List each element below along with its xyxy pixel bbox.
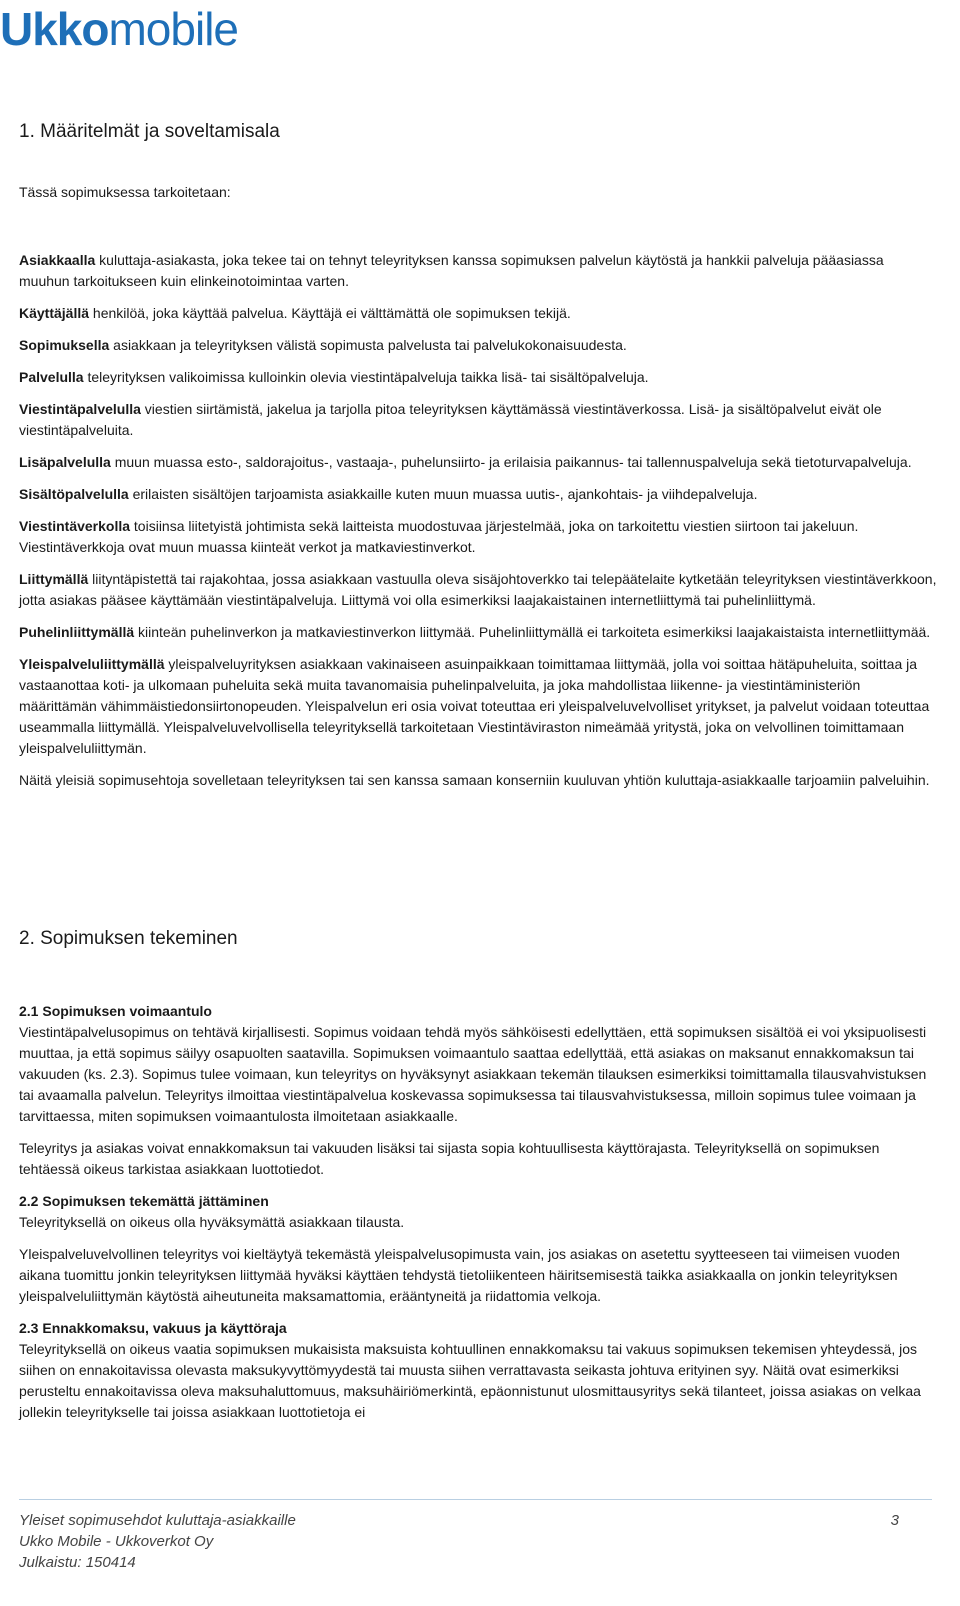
footer-published: Julkaistu: 150414: [19, 1554, 136, 1571]
definition-text: asiakkaan ja teleyrityksen välistä sopimusta palvelusta tai palvelukokonaisuudesta.: [109, 337, 627, 353]
section-2-title: 2. Sopimuksen tekeminen: [19, 928, 238, 949]
definition-term: Käyttäjällä: [19, 305, 90, 321]
company-logo: [0, 2, 238, 55]
definition-text: toisiinsa liitetyistä johtimista sekä laitteista muodostuvaa järjestelmää, joka on tarkoitettu viestien siirtoon tai jakeluun. Viestintäverkkoja ovat muun muassa kiinteät verkot ja matkaviestinverkot.: [19, 518, 859, 555]
subsection-title: 2.1 Sopimuksen voimaantulo: [19, 1003, 212, 1019]
definition-text: henkilöä, joka käyttää palvelua. Käyttäjä ei välttämättä ole sopimuksen tekijä.: [89, 305, 571, 321]
definition-item: [19, 335, 937, 356]
definition-text: erilaisten sisältöjen tarjoamista asiakkaille kuten muun muassa uutis-, ajankohtais- ja viihdepalveluja.: [128, 486, 758, 502]
paragraph-text: Viestintäpalvelusopimus on tehtävä kirjallisesti. Sopimus voidaan tehdä myös sähköisesti edellyttäen, että sopimuksen sisältöä ei voi yksipuolisesti muuttaa, ja että sopimus säilyy osapuolten saatavilla. Sopimuksen voimaantulo saattaa edellyttää, että asiakas on maksanut ennakkomaksun tai vakuuden (ks. 2.3). Sopimus tulee voimaan, kun teleyritys on hyväksynyt asiakkaan tekemän tilauksen esimerkiksi toimittamalla tilausvahvistuksen tai avaamalla palvelun. Teleyritys ilmoittaa viestintäpalvelua koskevassa sopimuksessa tai tilausvahvistuksessa, milloin sopimus tulee voimaan ja tarvittaessa, miten sopimuksen voimaantulosta ilmoitetaan asiakkaalle.: [19, 1024, 927, 1124]
section-1-title: 1. Määritelmät ja soveltamisala: [19, 121, 280, 142]
definition-term: Asiakkaalla: [19, 252, 96, 268]
definition-term: Yleispalveluliittymällä: [19, 656, 165, 672]
definition-term: Sisältöpalvelulla: [19, 486, 129, 502]
definition-text: kiinteän puhelinverkon ja matkaviestinverkon liittymää. Puhelinliittymällä ei tarkoiteta esimerkiksi laajakaistaista internetliittymää.: [134, 624, 931, 640]
paragraph-text: Teleyrityksellä on oikeus olla hyväksymättä asiakkaan tilausta.: [19, 1214, 405, 1230]
subsection-title: 2.2 Sopimuksen tekemättä jättäminen: [19, 1193, 269, 1209]
definition-item: [19, 569, 937, 611]
definition-text: viestien siirtämistä, jakelua ja tarjolla pitoa teleyrityksen käyttämässä viestintäverkossa. Lisä- ja sisältöpalvelut eivät ole viestintäpalveluita.: [19, 401, 882, 438]
scope-text: Näitä yleisiä sopimusehtoja sovelletaan teleyrityksen tai sen kanssa samaan konserniin kuuluvan yhtiön kuluttaja-asiakkaalle tarjoamiin palveluihin.: [19, 772, 930, 788]
section-1-intro: Tässä sopimuksessa tarkoitetaan:: [19, 184, 231, 200]
footer-document-title: Yleiset sopimusehdot kuluttaja-asiakkaille: [19, 1512, 296, 1529]
scope-paragraph: [19, 770, 937, 791]
definition-item: [19, 484, 937, 505]
definition-item: [19, 516, 937, 558]
definition-text: teleyrityksen valikoimissa kulloinkin olevia viestintäpalveluja taikka lisä- tai sisältöpalveluja.: [83, 369, 649, 385]
paragraph-text: Yleispalveluvelvollinen teleyritys voi kieltäytyä tekemästä yleispalvelusopimusta vain, jos asiakas on asetettu syytteeseen tai viimeisen vuoden aikana tuomittu jonkin teleyrityksen liittymää hyväksi käyttäen tehdystä tietoliikenteen häiritsemisestä taikka asiakkaalla on jonkin teleyrityksen yleispalveluliittymän käytöstä aiheutuneita maksamattomia, erääntyneitä ja riidattomia velkoja.: [19, 1246, 900, 1304]
definitions-list: [19, 250, 937, 802]
paragraph: [19, 1138, 937, 1180]
subsection-2-3: [19, 1318, 937, 1423]
paragraph: [19, 1244, 937, 1307]
section-2-body: [19, 1001, 937, 1434]
subsection-2-2: [19, 1191, 937, 1233]
definition-term: Viestintäpalvelulla: [19, 401, 141, 417]
definition-term: Viestintäverkolla: [19, 518, 131, 534]
definition-item: [19, 622, 937, 643]
page-number: 3: [890, 1512, 899, 1529]
definition-term: Puhelinliittymällä: [19, 624, 135, 640]
paragraph-text: Teleyritys ja asiakas voivat ennakkomaksun tai vakuuden lisäksi tai sijasta sopia kohtuullisesta käyttörajasta. Teleyrityksellä on sopimuksen tehtäessä oikeus tarkistaa asiakkaan luottotiedot.: [19, 1140, 880, 1177]
definition-item: [19, 250, 937, 292]
definition-term: Liittymällä: [19, 571, 89, 587]
definition-item: [19, 452, 937, 473]
definition-item: [19, 367, 937, 388]
logo-text-light: mobile: [108, 3, 238, 55]
definition-term: Palvelulla: [19, 369, 84, 385]
paragraph-text: Teleyrityksellä on oikeus vaatia sopimuksen mukaisista maksuista kohtuullinen ennakkomaksu tai vakuus sopimuksen tekemisen yhteydessä, jos siihen on ennakoitavissa olevasta maksukyvyttömyydestä tai muusta siihen verrattavasta seikasta johtuva erityinen syy. Näitä ovat esimerkiksi perusteltu ennakoitavissa oleva maksuhaluttomuus, maksuhäiriömerkintä, epäonnistunut ulosmittausyritys sekä tilanteet, joissa asiakas on velkaa jollekin teleyritykselle tai joissa asiakkaan luottotietoja ei: [19, 1341, 921, 1420]
subsection-2-1: [19, 1001, 937, 1127]
definition-text: kuluttaja-asiakasta, joka tekee tai on tehnyt teleyrityksen kanssa sopimuksen palvelun käytöstä ja hankkii palveluja pääasiassa muuhun tarkoitukseen kuin elinkeinotoimintaa varten.: [19, 252, 884, 289]
definition-item: [19, 399, 937, 441]
subsection-title: 2.3 Ennakkomaksu, vakuus ja käyttöraja: [19, 1320, 287, 1336]
footer-company: Ukko Mobile - Ukkoverkot Oy: [19, 1533, 214, 1550]
definition-term: Lisäpalvelulla: [19, 454, 111, 470]
logo-text-bold: Ukko: [0, 3, 109, 55]
definition-item: [19, 654, 937, 759]
page-footer: [19, 1510, 899, 1573]
footer-divider: [19, 1499, 932, 1500]
definition-text: liityntäpistettä tai rajakohtaa, jossa asiakkaan vastuulla oleva sisäjohtoverkko tai telepäätelaite kytketään teleyrityksen viestintäverkkoon, jotta asiakas pääsee käyttämään viestintäpalveluja. Liittymä voi olla esimerkiksi laajakaistainen internetliittymä tai puhelinliittymä.: [19, 571, 937, 608]
definition-item: [19, 303, 937, 324]
definition-term: Sopimuksella: [19, 337, 110, 353]
definition-text: muun muassa esto-, saldorajoitus-, vastaaja-, puhelunsiirto- ja erilaisia paikannus- tai tallennuspalveluja sekä tietoturvapalveluja.: [110, 454, 912, 470]
definition-text: yleispalveluyrityksen asiakkaan vakinaiseen asuinpaikkaan toimittamaa liittymää, jolla voi soittaa hätäpuheluita, soittaa ja vastaanottaa koti- ja ulkomaan puheluita sekä muita tavanomaisia puhelinpalveluita, ja joka mahdollistaa liikenne- ja viestintäministeriön määrittämän vähimmäistiedonsiirtonopeuden. Yleispalvelun eri osia voivat toteuttaa eri yleispalveluvelvolliset yritykset, ja palvelut voidaan toteuttaa useammalla liittymällä. Yleispalveluvelvollisella teleyrityksellä tarkoitetaan Viestintäviraston nimeämää yritystä, joka on velvollinen toimittamaan yleispalveluliittymän.: [19, 656, 930, 756]
